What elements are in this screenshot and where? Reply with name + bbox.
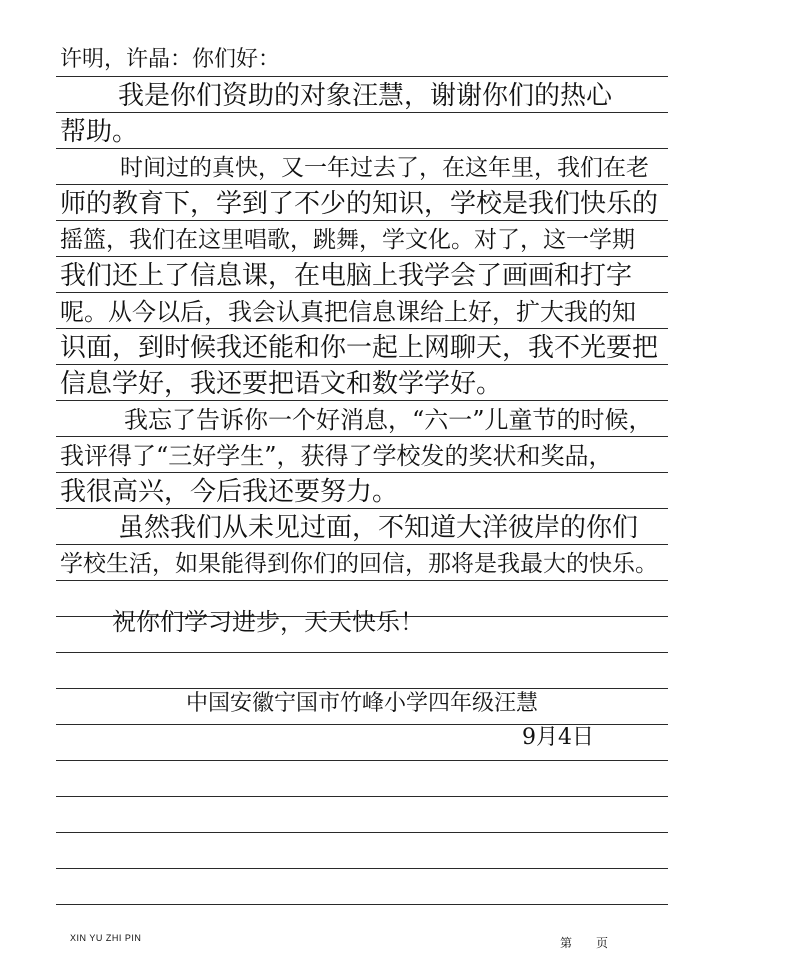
paragraph-2-line-4: 我们还上了信息课，在电脑上我学会了画画和打字 xyxy=(60,261,633,291)
rule-line xyxy=(56,832,668,833)
paragraph-3-line-3: 我很高兴，今后我还要努力。 xyxy=(60,477,399,507)
rule-line xyxy=(56,868,668,869)
paragraph-1-line-1: 我是你们资助的对象汪慧，谢谢你们的热心 xyxy=(118,81,613,111)
rule-line xyxy=(56,904,668,905)
page-prefix: 第 xyxy=(560,936,573,950)
rule-line xyxy=(56,148,668,149)
paragraph-2-line-5: 呢。从今以后，我会认真把信息课给上好，扩大我的知 xyxy=(60,298,636,326)
paragraph-2-line-3: 摇篮，我们在这里唱歌，跳舞，学文化。对了，这一学期 xyxy=(60,227,635,253)
paragraph-2-line-7: 信息学好，我还要把语文和数学学好。 xyxy=(60,369,503,399)
paragraph-3-line-1: 我忘了告诉你一个好消息，“六一”儿童节的时候， xyxy=(124,406,653,434)
rule-line xyxy=(56,796,668,797)
paragraph-1-line-2: 帮助。 xyxy=(60,117,139,147)
page-suffix: 页 xyxy=(596,936,609,950)
letter-date: 9月4日 xyxy=(522,725,594,750)
footer-brand: XIN YU ZHI PIN xyxy=(70,933,142,943)
paragraph-2-line-2: 师的教育下，学到了不少的知识，学校是我们快乐的 xyxy=(60,189,659,219)
signature: 中国安徽宁国市竹峰小学四年级汪慧 xyxy=(186,691,539,716)
rule-line xyxy=(56,760,668,761)
rule-line xyxy=(56,652,668,653)
paragraph-3-line-2: 我评得了“三好学生”，获得了学校发的奖状和奖品， xyxy=(60,442,613,470)
page-number-label xyxy=(560,934,632,951)
greeting: 许明，许晶：你们好： xyxy=(60,47,281,72)
paragraph-2-line-6: 识面，到时候我还能和你一起上网聊天，我不光要把 xyxy=(60,333,659,363)
paragraph-2-line-1: 时间过的真快，又一年过去了，在这年里，我们在老 xyxy=(120,155,649,181)
paragraph-4-line-1: 虽然我们从未见过面，不知道大洋彼岸的你们 xyxy=(118,513,639,543)
paragraph-4-line-2: 学校生活，如果能得到你们的回信，那将是我最大的快乐。 xyxy=(60,551,658,577)
closing-wish: 祝你们学习进步，天天快乐！ xyxy=(112,608,424,636)
